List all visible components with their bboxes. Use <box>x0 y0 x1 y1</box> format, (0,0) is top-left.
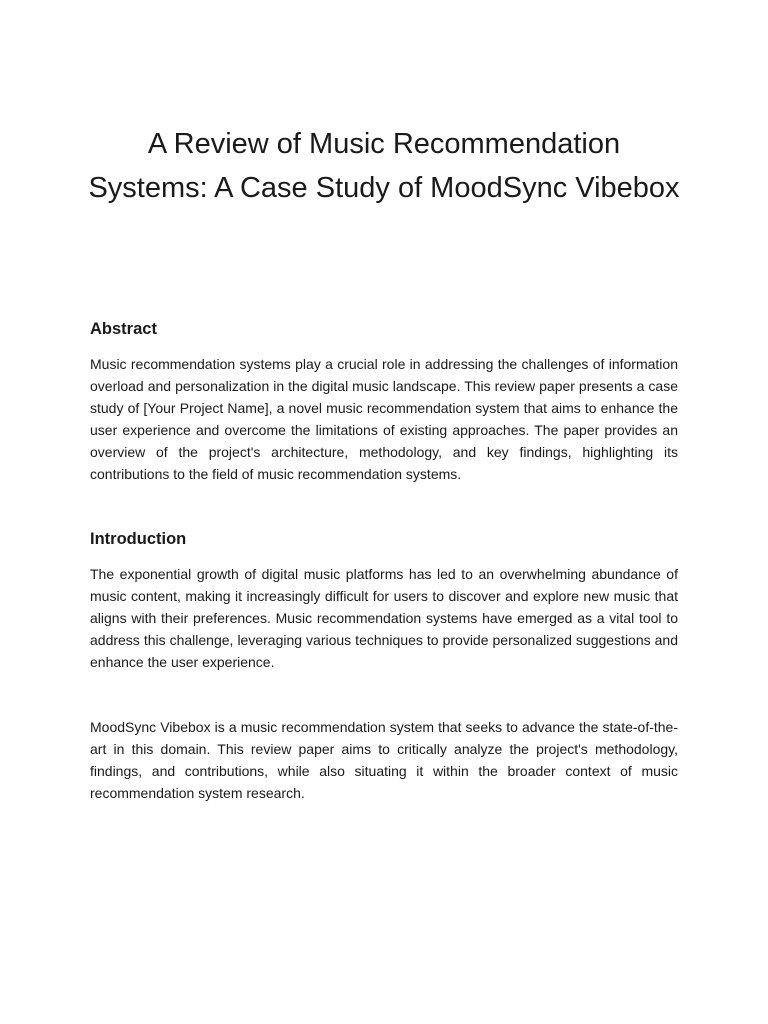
paper-title-line-2: Systems: A Case Study of MoodSync Vibebox <box>88 172 680 204</box>
paper-title <box>60 122 708 210</box>
paper-title-line-1: A Review of Music Recommendation <box>147 128 621 160</box>
abstract-heading: Abstract <box>90 320 157 338</box>
introduction-section <box>90 528 678 673</box>
introduction-paragraph-2: MoodSync Vibebox is a music recommendation system that seeks to advance the state-of-the-art in this domain. This review paper aims to critically analyze the project's methodology, findings, and contributions, while also situating it within the broader context of music recommendation system research. <box>90 719 678 801</box>
abstract-section <box>90 318 678 485</box>
introduction-paragraph-1: The exponential growth of digital music platforms has led to an overwhelming abundance of music content, making it increasingly difficult for users to discover and explore new music that aligns with their preferences. Music recommendation systems have emerged as a vital tool to address this challenge, leveraging various techniques to provide personalized suggestions and enhance the user experience. <box>90 566 678 670</box>
abstract-paragraph: Music recommendation systems play a crucial role in addressing the challenges of information overload and personalization in the digital music landscape. This review paper presents a case study of [Your Project Name], a novel music recommendation system that aims to enhance the user experience and overcome the limitations of existing approaches. The paper provides an overview of the project's architecture, methodology, and key findings, highlighting its contributions to the field of music recommendation systems. <box>90 356 678 482</box>
introduction-heading: Introduction <box>90 530 187 548</box>
